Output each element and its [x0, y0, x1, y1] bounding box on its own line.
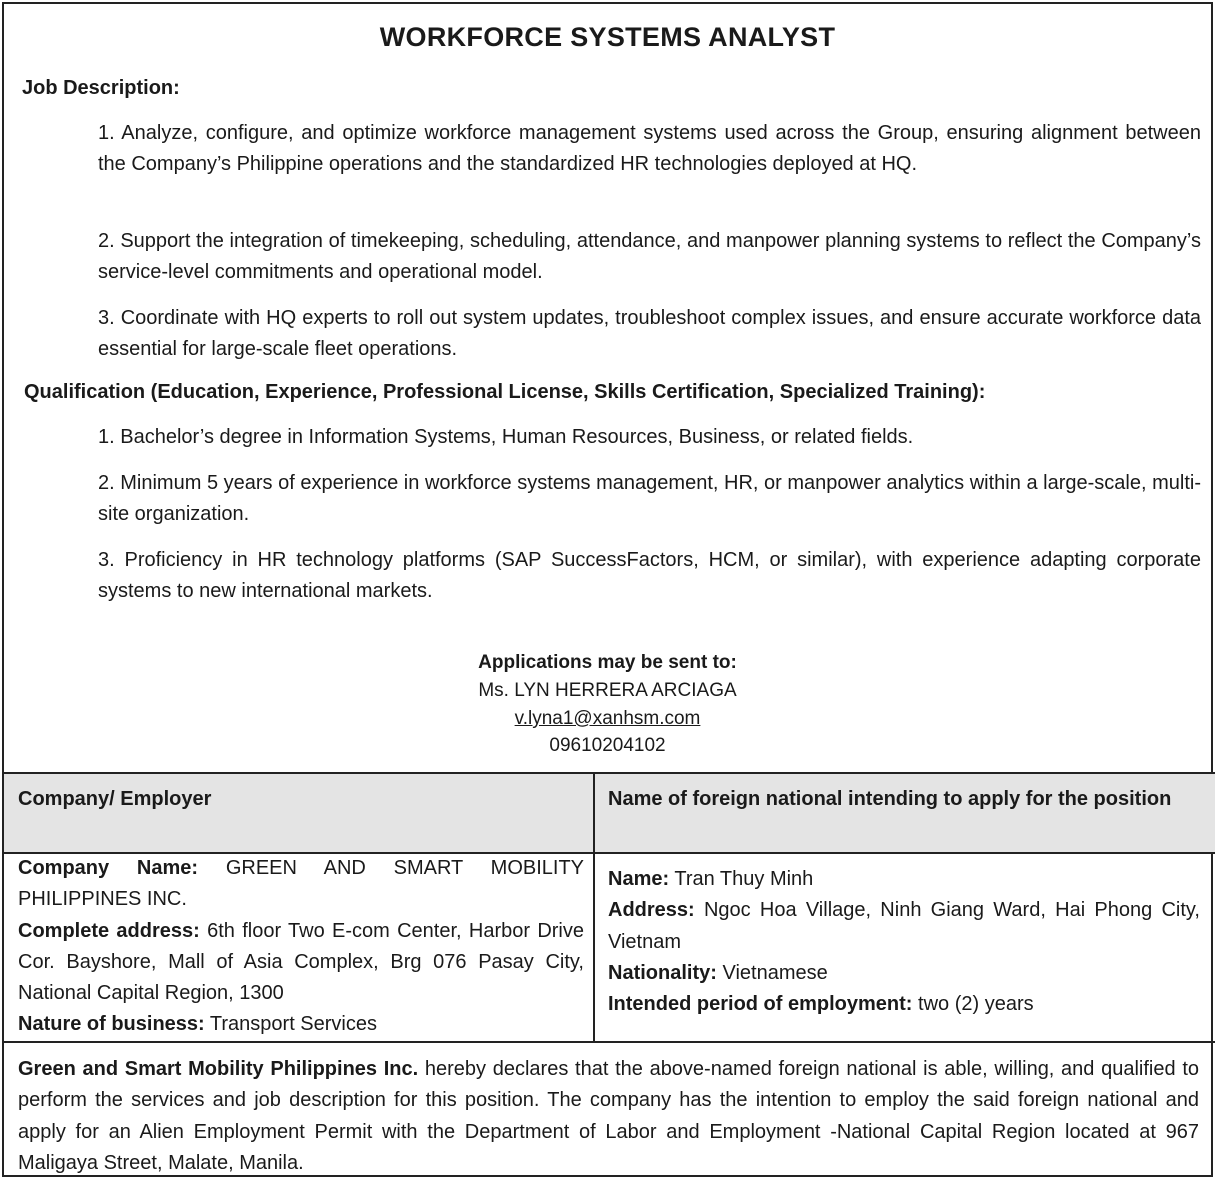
- declaration-paragraph: [18, 1054, 1199, 1179]
- foreign-national-details: [608, 864, 1200, 1020]
- employer-column-header: Company/ Employer: [18, 788, 212, 810]
- table-column-divider: [593, 774, 595, 1042]
- national-address-label: Address:: [608, 899, 695, 922]
- declaration-text: hereby declares that the above-named foreign national is able, willing, and qualified to perform the services and job description for this position. The company has the intention to employ the said foreign national and apply for an Alien Employment Permit with the Department of Labor and Employment -National Capital Region located at 967 Maligaya Street, Malate, Manila.: [18, 1058, 1199, 1174]
- applications-heading: Applications may be sent to:: [478, 652, 737, 673]
- nationality-value: Vietnamese: [722, 961, 828, 984]
- national-address-value: Ngoc Hoa Village, Ninh Giang Ward, Hai Phong City, Vietnam: [608, 899, 1200, 953]
- table-top-border: [4, 772, 1215, 774]
- company-name-label: Company Name:: [18, 857, 199, 879]
- job-posting-frame: [2, 2, 1213, 1177]
- qualification-item-1: 1. Bachelor’s degree in Information Systems, Human Resources, Business, or related fields.: [98, 426, 914, 448]
- company-address-value: 6th floor Two E-com Center, Harbor Drive Cor. Bayshore, Mall of Asia Complex, Brg 076 Pasay City, National Capital Region, 1300: [18, 919, 584, 1005]
- employer-details: [18, 853, 584, 1041]
- contact-name: Ms. LYN HERRERA ARCIAGA: [478, 680, 737, 701]
- company-address-label: Complete address:: [18, 919, 200, 942]
- foreign-national-column-header: Name of foreign national intending to apply for the position: [608, 788, 1172, 810]
- job-description-item-1: 1. Analyze, configure, and optimize workforce management systems used across the Group, ensuring alignment between the Company’s Philippine operations and the standardized HR technologies deployed at HQ.: [98, 122, 1201, 175]
- company-name-value: GREEN AND SMART MOBILITY PHILIPPINES INC.: [18, 857, 585, 911]
- nationality-label: Nationality:: [608, 961, 717, 984]
- business-label: Nature of business:: [18, 1013, 205, 1036]
- business-value: Transport Services: [209, 1013, 377, 1036]
- job-description-heading: Job Description:: [22, 77, 180, 99]
- contact-email-link[interactable]: v.lyna1@xanhsm.com: [514, 708, 701, 729]
- table-bottom-border: [4, 1041, 1215, 1043]
- contact-phone: 09610204102: [549, 735, 666, 756]
- job-description-item-2: 2. Support the integration of timekeeping, scheduling, attendance, and manpower planning systems to reflect the Company’s service-level commitments and operational model.: [98, 230, 1201, 283]
- job-description-item-3: 3. Coordinate with HQ experts to roll out system updates, troubleshoot complex issues, and ensure accurate workforce data essential for large-scale fleet operations.: [98, 307, 1201, 360]
- qualification-heading: Qualification (Education, Experience, Professional License, Skills Certification, Specialized Training):: [24, 381, 986, 403]
- national-name-label: Name:: [608, 868, 670, 890]
- national-name-value: Tran Thuy Minh: [674, 868, 814, 890]
- qualification-item-3: 3. Proficiency in HR technology platforms (SAP SuccessFactors, HCM, or similar), with experience adapting corporate systems to new international markets.: [98, 549, 1201, 602]
- employment-period-label: Intended period of employment:: [608, 993, 913, 1016]
- employment-period-value: two (2) years: [918, 993, 1034, 1016]
- declaration-company: Green and Smart Mobility Philippines Inc.: [18, 1058, 419, 1080]
- page-title: WORKFORCE SYSTEMS ANALYST: [379, 22, 836, 52]
- qualification-item-2: 2. Minimum 5 years of experience in workforce systems management, HR, or manpower analytics within a large-scale, multi-site organization.: [98, 472, 1201, 525]
